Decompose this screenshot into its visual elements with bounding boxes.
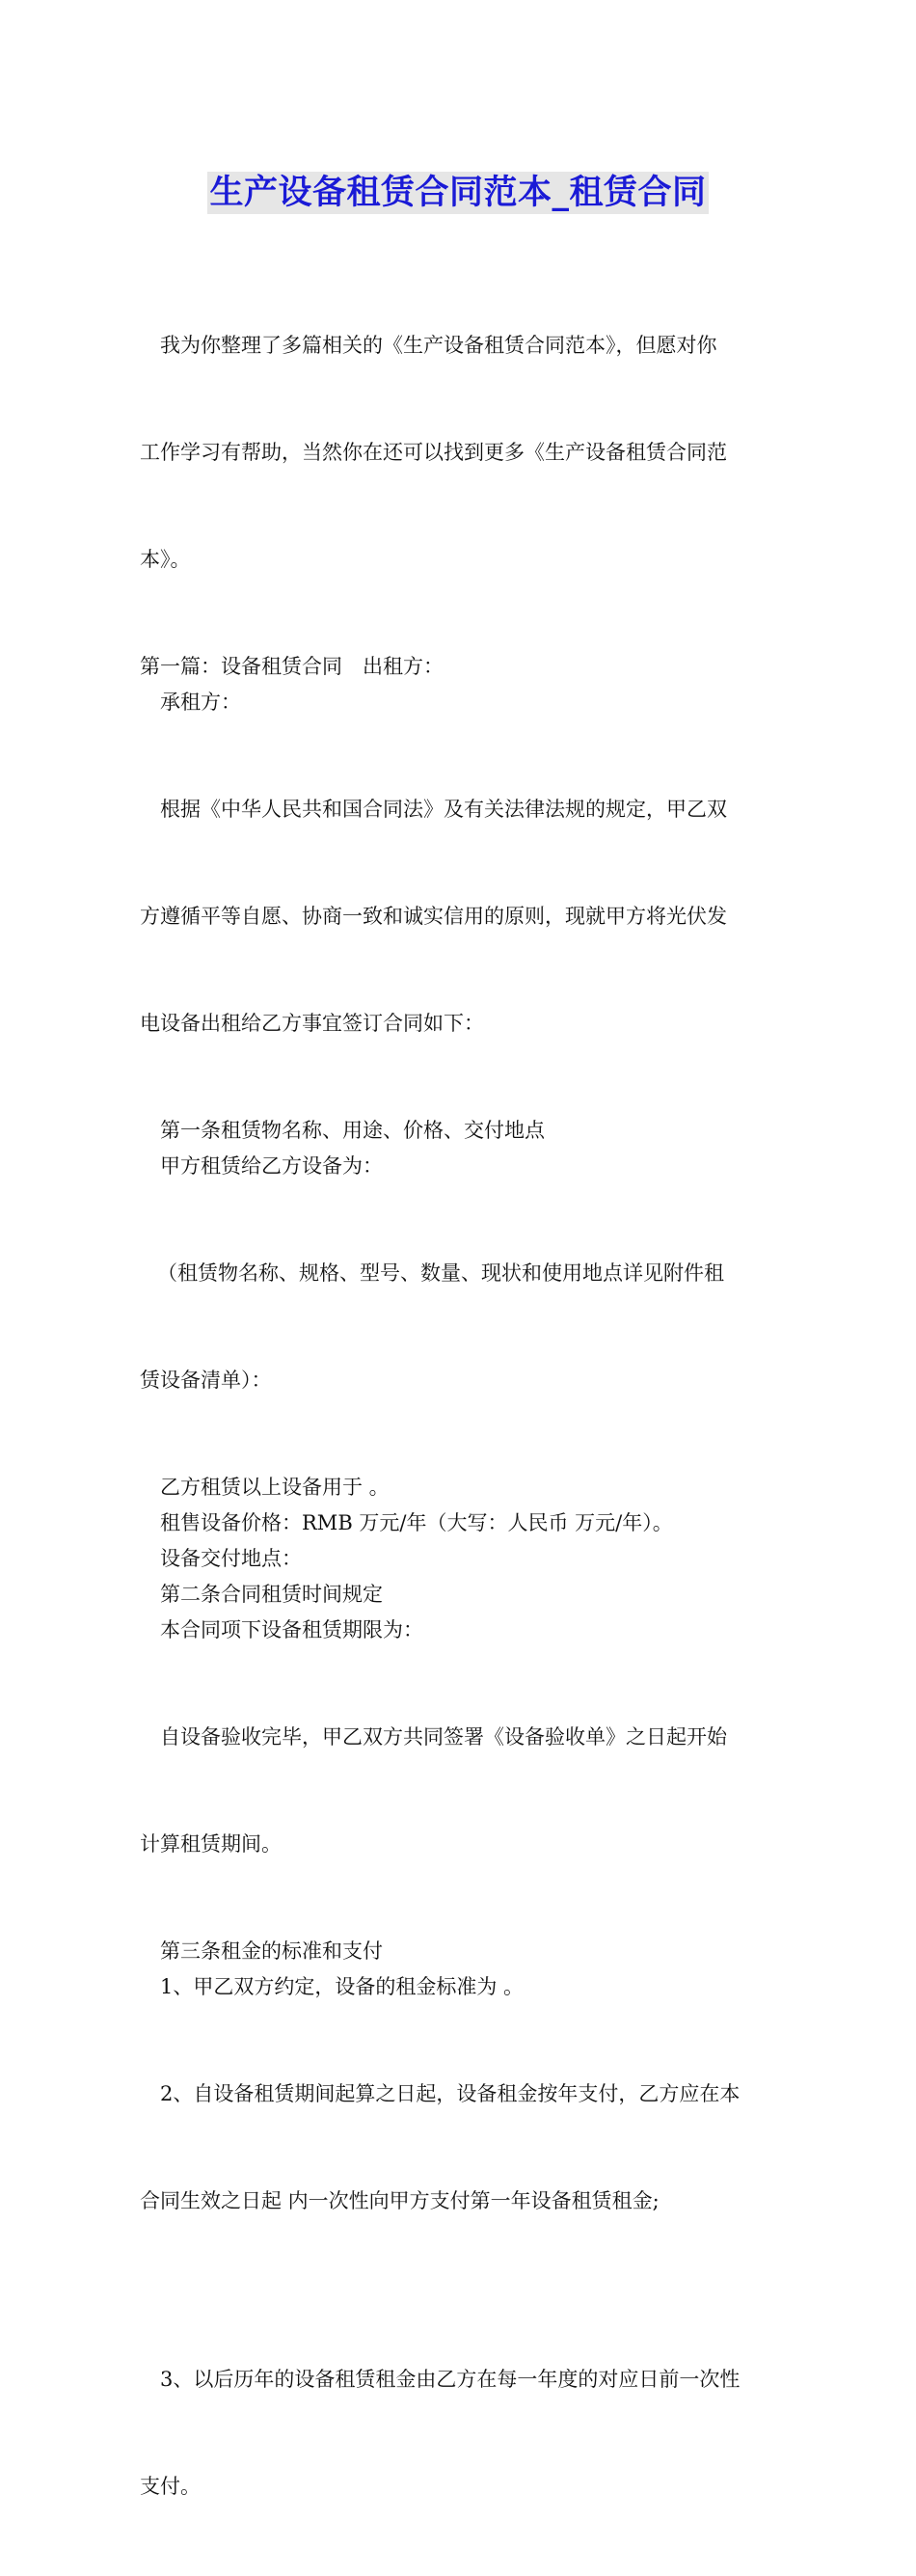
article1-equipment: 甲方租赁给乙方设备为： [160, 1154, 383, 1178]
article2-term: 本合同项下设备租赁期限为： [160, 1618, 423, 1641]
intro-paragraph [140, 257, 781, 649]
article1-delivery: 设备交付地点： [160, 1547, 302, 1570]
article3-heading: 第三条租金的标准和支付 [160, 1939, 383, 1963]
title-container [0, 172, 916, 214]
intro-line-2: 工作学习有帮助，当然你在还可以找到更多《生产设备租赁合同范 [140, 441, 727, 464]
intro-line-3: 本》。 [140, 548, 191, 571]
document-body [140, 257, 781, 2576]
intro-line-1: 我为你整理了多篇相关的《生产设备租赁合同范本》，但愿对你 [160, 334, 717, 357]
article2-heading: 第二条合同租赁时间规定 [160, 1583, 383, 1606]
article2-start-line-1: 自设备验收完毕，甲乙双方共同签署《设备验收单》之日起开始 [160, 1725, 727, 1749]
article3-item-3-paragraph [140, 2291, 781, 2576]
basis-line-1: 根据《中华人民共和国合同法》及有关法律法规的规定，甲乙双 [160, 798, 727, 821]
article2-start-paragraph [140, 1648, 781, 1934]
article3-item-3-line-2: 支付。 [140, 2475, 201, 2498]
article1-note-line-1: （租赁物名称、规格、型号、数量、现状和使用地点详见附件租 [157, 1261, 724, 1285]
section1-heading: 第一篇：设备租赁合同 出租方： [140, 655, 444, 678]
article1-heading: 第一条租赁物名称、用途、价格、交付地点 [160, 1119, 545, 1142]
lessee-line: 承租方： [160, 691, 241, 714]
article1-note-paragraph [140, 1184, 781, 1470]
article3-item-1: 1、甲乙双方约定，设备的租金标准为 。 [160, 1975, 525, 1998]
document-title: 生产设备租赁合同范本_租赁合同 [209, 174, 707, 212]
article3-item-2-paragraph [140, 2005, 781, 2291]
basis-paragraph [140, 720, 781, 1113]
article3-item-3-line-1: 3、以后历年的设备租赁租金由乙方在每一年度的对应日前一次性 [160, 2368, 741, 2391]
basis-line-3: 电设备出租给乙方事宜签订合同如下： [140, 1012, 484, 1035]
basis-line-2: 方遵循平等自愿、协商一致和诚实信用的原则，现就甲方将光伏发 [140, 905, 727, 928]
article1-note-line-2: 赁设备清单）： [140, 1369, 272, 1392]
article3-item-2-line-2: 合同生效之日起 内一次性向甲方支付第一年设备租赁租金; [140, 2189, 660, 2212]
article1-price: 租售设备价格：RMB 万元/年（大写：人民币 万元/年）。 [160, 1511, 673, 1534]
article2-start-line-2: 计算租赁期间。 [140, 1832, 282, 1856]
article3-item-2-line-1: 2、自设备租赁期间起算之日起，设备租金按年支付，乙方应在本 [160, 2082, 741, 2105]
article1-use: 乙方租赁以上设备用于 。 [160, 1476, 390, 1499]
